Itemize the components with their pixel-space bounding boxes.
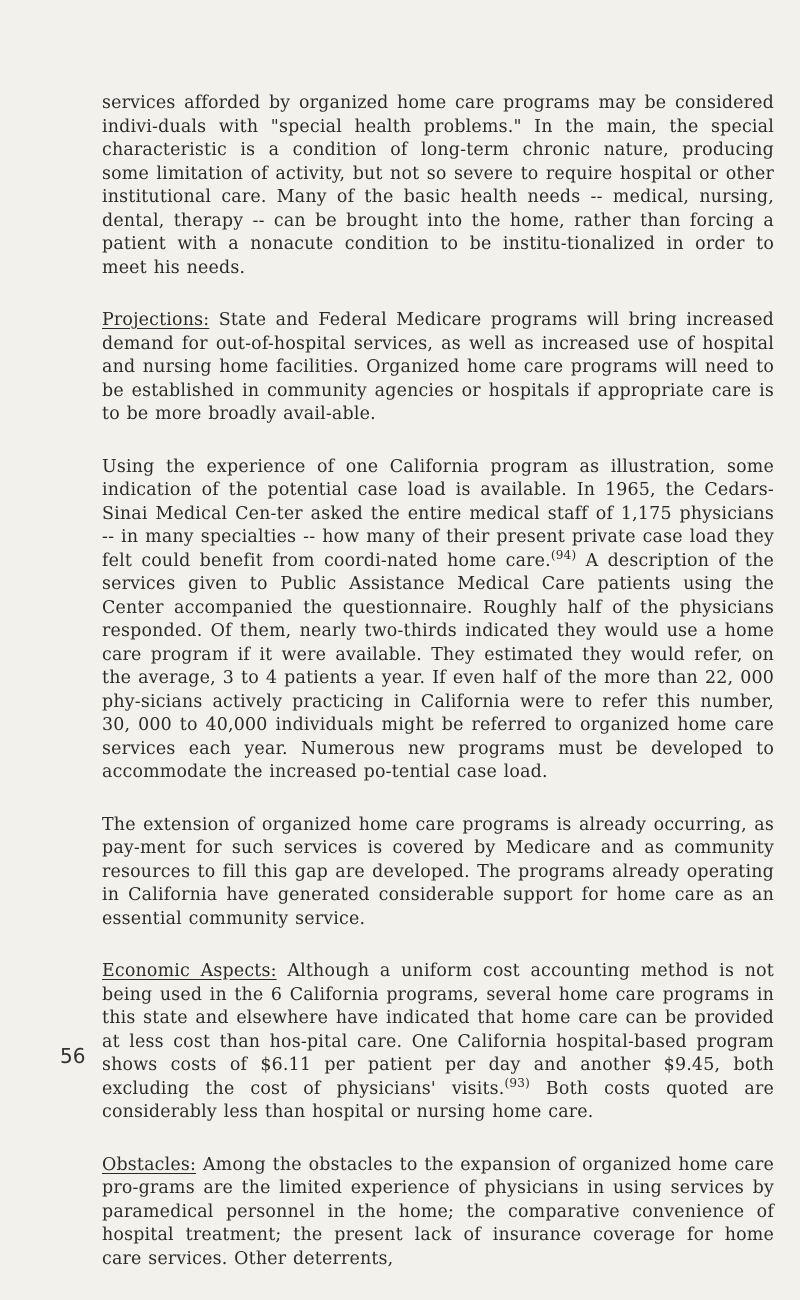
section-heading-projections: Projections: [102,310,210,330]
page-number: 56 [60,1044,86,1068]
section-heading-economic-aspects: Economic Aspects: [102,961,277,981]
paragraph-text: A description of the services given to Public Assistance Medical Care patients using the Center accompanied the questionnaire. Roughly half of the physicians responded. Of them, nearly two-thirds indicated they would use a home care program if it were available. They estimated they would refer, on the average, 3 to 4 patients a year. If even half of the more than 22, 000 phy-sicians actively practicing in California were to refer this number, 30, 000 to 40,000 individuals might be referred to organized home care services each year. Numerous new programs must be developed to accommodate the increased po-tential case load. [102,550,774,782]
paragraph-text: State and Federal Medicare programs will bring increased demand for out-of-hospital services, as well as increased use of hospital and nursing home facilities. Organized home care programs will need to be established in community agencies or hospitals if appropriate care is to be more broadly avail-able. [102,310,775,424]
paragraph-economic-aspects [102,960,774,1125]
paragraph-case-load [102,456,774,785]
paragraph-text: The extension of organized home care programs is already occurring, as pay-ment for such services is covered by Medicare and as community resources to fill this gap are developed. The programs already operating in California have generated considerable support for home care as an essential community service. [102,814,774,929]
paragraph-text: services afforded by organized home care programs may be considered indivi-duals with "special health problems." In the main, the special characteristic is a condition of long-term chronic nature, producing some limitation of activity, but not so severe to require hospital or other institutional care. Many of the basic health needs -- medical, nursing, dental, therapy -- can be brought into the home, rather than forcing a patient with a nonacute condition to be institu-tionalized in order to meet his needs. [102,93,774,278]
paragraph-intro [102,92,774,280]
paragraph-text: Although a uniform cost accounting method is not being used in the 6 California programs, several home care programs in this state and elsewhere have indicated that home care can be provided at less cost than hos-pital care. One California hospital-based program shows costs of $6.11 per patient per day and another $9.45, both excluding the cost of physicians' visits. [102,961,774,1099]
paragraph-text: Using the experience of one California program as illustration, some indication of the potential case load is available. In 1965, the Cedars-Sinai Medical Cen-ter asked the entire medical staff of 1,175 physicians -- in many specialties -- how many of their present private case load they felt could benefit from coordi-nated home care. [102,456,774,571]
paragraph-obstacles [102,1154,774,1272]
paragraph-text: Among the obstacles to the expansion of organized home care pro-grams are the limited experience of physicians in using services by paramedical personnel in the home; the comparative convenience of hospital treatment; the present lack of insurance coverage for home care services. Other deterrents, [102,1154,774,1269]
reference-marker: (93) [504,1075,530,1090]
paragraph-projections [102,309,774,427]
reference-marker: (94) [550,547,577,562]
section-heading-obstacles: Obstacles: [102,1154,197,1175]
document-page [102,92,774,1300]
paragraph-text: Both costs quoted are considerably less than hospital or nursing home care. [102,1078,774,1122]
paragraph-extension [102,814,774,932]
